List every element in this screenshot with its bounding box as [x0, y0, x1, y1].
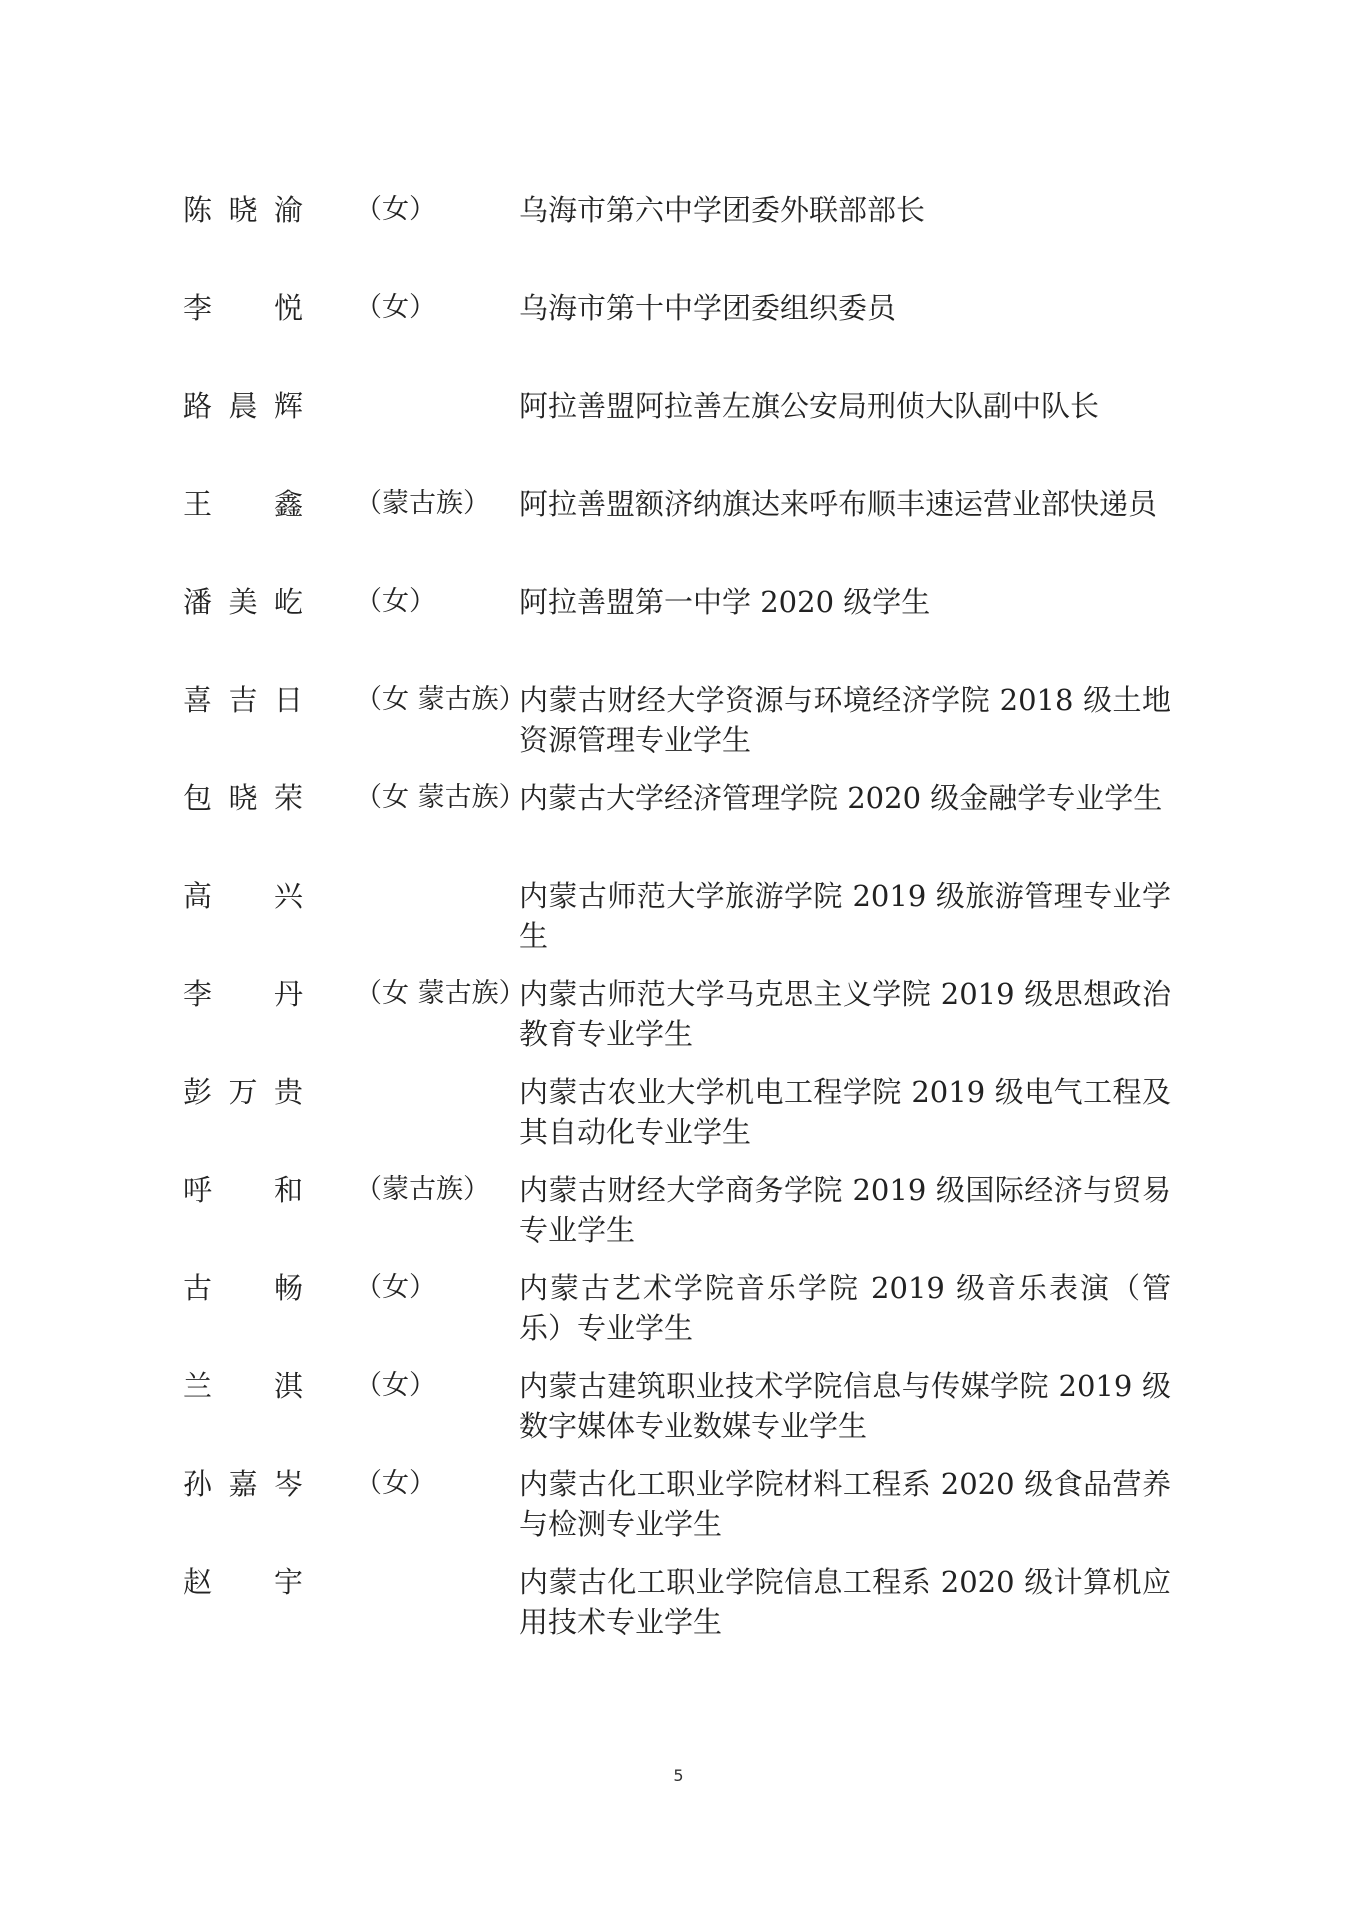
person-affiliation: 内蒙古财经大学商务学院 2019 级国际经济与贸易专业学生 [519, 1173, 1171, 1247]
person-name: 古畅 [183, 1271, 303, 1305]
list-item [183, 190, 1183, 288]
person-affiliation: 内蒙古农业大学机电工程学院 2019 级电气工程及其自动化专业学生 [519, 1075, 1171, 1149]
person-affiliation: 乌海市第六中学团委外联部部长 [519, 193, 926, 227]
list-item [183, 288, 1183, 386]
person-name: 呼和 [183, 1173, 303, 1207]
list-item [183, 1170, 1183, 1268]
list-item [183, 1268, 1183, 1366]
person-affiliation: 内蒙古师范大学旅游学院 2019 级旅游管理专业学生 [519, 879, 1171, 953]
person-note: （女 蒙古族） [355, 782, 526, 813]
person-affiliation: 内蒙古师范大学马克思主义学院 2019 级思想政治教育专业学生 [519, 977, 1171, 1051]
list-item [183, 582, 1183, 680]
person-affiliation: 内蒙古建筑职业技术学院信息与传媒学院 2019 级数字媒体专业数媒专业学生 [519, 1369, 1171, 1443]
person-note: （女） [355, 1272, 436, 1303]
list-item [183, 1366, 1183, 1464]
person-note: （女） [355, 1468, 436, 1499]
person-affiliation: 内蒙古化工职业学院材料工程系 2020 级食品营养与检测专业学生 [519, 1467, 1171, 1541]
list-item [183, 778, 1183, 876]
person-name: 李悦 [183, 291, 303, 325]
person-affiliation: 阿拉善盟额济纳旗达来呼布顺丰速运营业部快递员 [519, 487, 1158, 521]
person-name: 李丹 [183, 977, 303, 1011]
honoree-list [183, 190, 1183, 1660]
person-note: （女） [355, 292, 436, 323]
person-name: 包晓荣 [183, 781, 303, 815]
list-item [183, 1464, 1183, 1562]
person-name: 高兴 [183, 879, 303, 913]
person-name: 彭万贵 [183, 1075, 303, 1109]
list-item [183, 484, 1183, 582]
list-item [183, 1562, 1183, 1660]
person-affiliation: 阿拉善盟第一中学 2020 级学生 [519, 585, 931, 619]
person-note: （女） [355, 194, 436, 225]
person-name: 喜吉日 [183, 683, 303, 717]
person-name: 潘美屹 [183, 585, 303, 619]
person-note: （蒙古族） [355, 1174, 490, 1205]
person-name: 兰淇 [183, 1369, 303, 1403]
list-item [183, 876, 1183, 974]
person-affiliation: 乌海市第十中学团委组织委员 [519, 291, 897, 325]
person-affiliation: 内蒙古财经大学资源与环境经济学院 2018 级土地资源管理专业学生 [519, 683, 1171, 757]
list-item [183, 680, 1183, 778]
person-name: 孙嘉岑 [183, 1467, 303, 1501]
person-note: （女） [355, 586, 436, 617]
person-note: （女 蒙古族） [355, 978, 526, 1009]
list-item [183, 386, 1183, 484]
person-name: 路晨辉 [183, 389, 303, 423]
person-affiliation: 阿拉善盟阿拉善左旗公安局刑侦大队副中队长 [519, 389, 1100, 423]
page-number: 5 [673, 1766, 684, 1785]
list-item [183, 1072, 1183, 1170]
person-affiliation: 内蒙古艺术学院音乐学院 2019 级音乐表演（管乐）专业学生 [519, 1271, 1171, 1345]
person-name: 赵宇 [183, 1565, 303, 1599]
list-item [183, 974, 1183, 1072]
person-affiliation: 内蒙古大学经济管理学院 2020 级金融学专业学生 [519, 781, 1163, 815]
person-affiliation: 内蒙古化工职业学院信息工程系 2020 级计算机应用技术专业学生 [519, 1565, 1171, 1639]
person-note: （女 蒙古族） [355, 684, 526, 715]
person-note: （女） [355, 1370, 436, 1401]
person-name: 陈晓渝 [183, 193, 303, 227]
person-note: （蒙古族） [355, 488, 490, 519]
person-name: 王鑫 [183, 487, 303, 521]
